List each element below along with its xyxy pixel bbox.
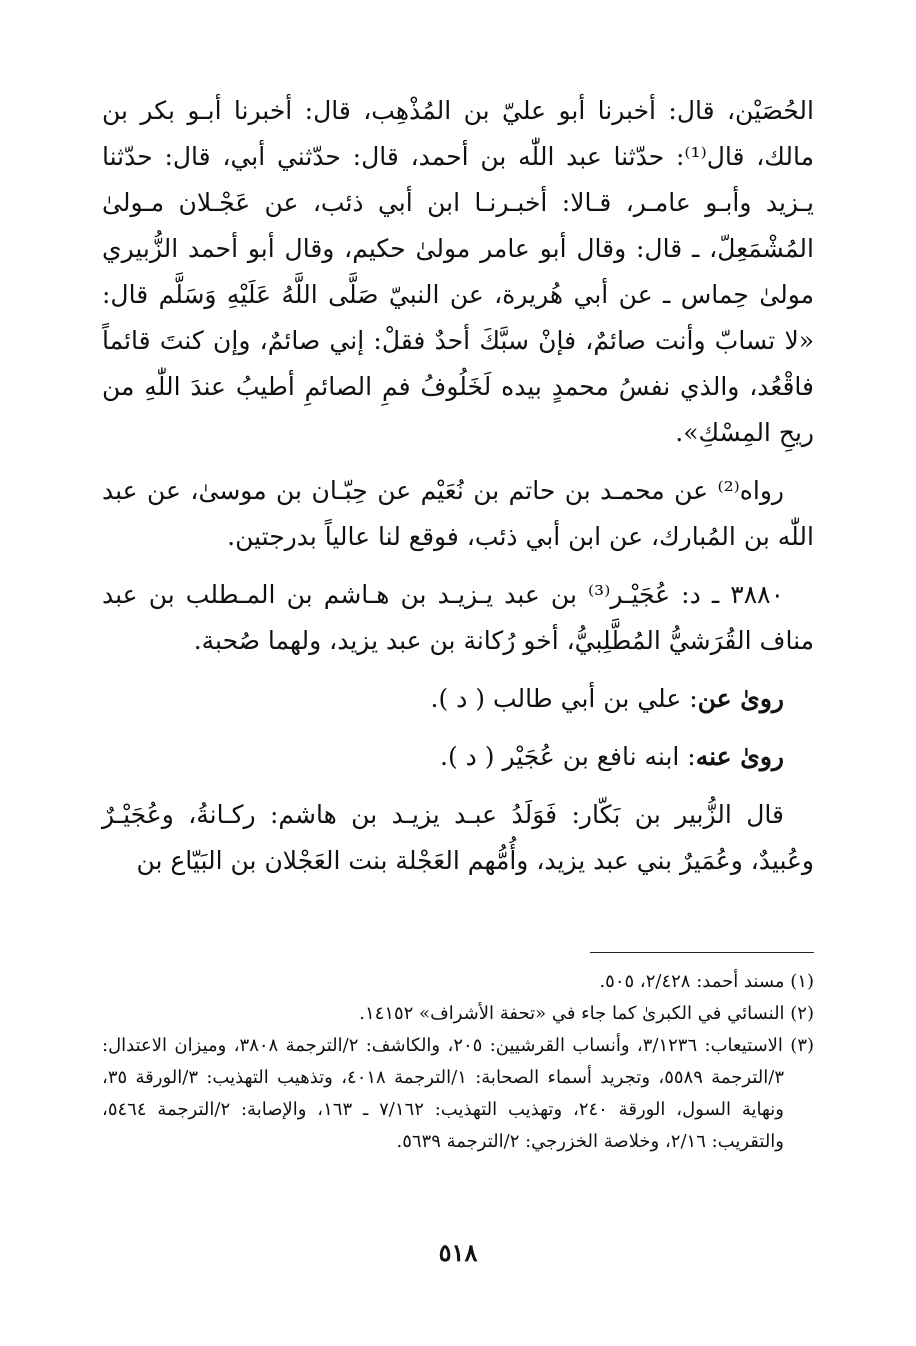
narrated-from-line — [102, 676, 814, 722]
footnote-1: (١) مسند أحمد: ٢/٤٢٨، ٥٠٥. — [599, 971, 814, 992]
lineage-paragraph: قال الزُّبير بن بَكّار: فَوَلَدُ عبـد يزيـد بن هاشم: ركـانةُ، وعُجَيْـرٌ وعُبيدٌ، وعُمَيرٌ بني عبد يزيد، وأُمُّهم العَجْلة بنت العَجْلان بن البَيّاع بن — [102, 800, 814, 875]
footnote-divider — [590, 952, 814, 953]
main-text — [102, 88, 814, 884]
narration-paragraph: رواه⁽²⁾ عن محمـد بن حاتم بن نُعَيْم عن حِبّـان بن موسىٰ، عن عبد اللّٰه بن المُبارك، عن ابن أبي ذئب، فوقع لنا عالياً بدرجتين. — [102, 476, 814, 551]
footnote-3: (٣) الاستيعاب: ٣/١٢٣٦، وأنساب القرشيين: ٢٠٥، والكاشف: ٢/الترجمة ٣٨٠٨، وميزان الاعتدال: ٣/الترجمة ٥٥٨٩، وتجريد أسماء الصحابة: ١/الترجمة ٤٠١٨، وتذهيب التهذيب: ٣/الورقة ٣٥، ونهاية السول، الورقة ٢٤٠، وتهذيب التهذيب: ٧/١٦٢ ـ ١٦٣، والإصابة: ٢/الترجمة ٥٤٦٤، والتقريب: ٢/١٦، وخلاصة الخزرجي: ٢/الترجمة ٥٦٣٩. — [102, 1035, 815, 1152]
narrated-from-text: : علي بن أبي طالب ( د ). — [430, 684, 698, 713]
footnote-2: (٢) النسائي في الكبرىٰ كما جاء في «تحفة الأشراف» ١٤١٥٢. — [359, 1003, 814, 1024]
narrated-by-text: : ابنه نافع بن عُجَيْر ( د ). — [440, 742, 696, 771]
narrated-from-label: روىٰ عن — [697, 684, 784, 713]
narrated-by-line — [102, 734, 814, 780]
page-number: ٥١٨ — [438, 1238, 478, 1267]
hadith-paragraph: الحُصَيْن، قال: أخبرنا أبو عليّ بن المُذْهِب، قال: أخبرنا أبـو بكر بن مالك، قال⁽¹⁾: حدّثنا عبد اللّٰه بن أحمد، قال: حدّثني أبي، قال: حدّثنا يـزيد وأبـو عامـر، قـالا: أخبـرنـا ابن أبي ذئب، عن عَجْـلان مـولىٰ المُشْمَعِلّ، ـ قال: وقال أبو عامر مولىٰ حكيم، وقال أبو أحمد الزُّبيري مولىٰ حِماس ـ عن أبي هُريرة، عن النبيّ صَلَّى اللَّهُ عَلَيْهِ وَسَلَّم قال: «لا تسابّ وأنت صائمٌ، فإنْ سبَّكَ أحدٌ فقلْ: إني صائمٌ، وإن كنتَ قائماً فاقْعُد، والذي نفسُ محمدٍ بيده لَخَلُوفُ فمِ الصائمِ أطيبُ عندَ اللّٰهِ من ريحِ المِسْكِ». — [102, 96, 814, 447]
narrated-by-label: روىٰ عنه — [695, 742, 784, 771]
entry-heading-paragraph: ٣٨٨٠ ـ د: عُجَيْـر⁽³⁾ بن عبد يـزيـد بن هـاشم بن المـطلب بن عبد مناف القُرَشيُّ المُطَّلِبيُّ، أخو رُكانة بن عبد يزيد، ولهما صُحبة. — [102, 580, 814, 655]
footnotes — [102, 966, 814, 1158]
